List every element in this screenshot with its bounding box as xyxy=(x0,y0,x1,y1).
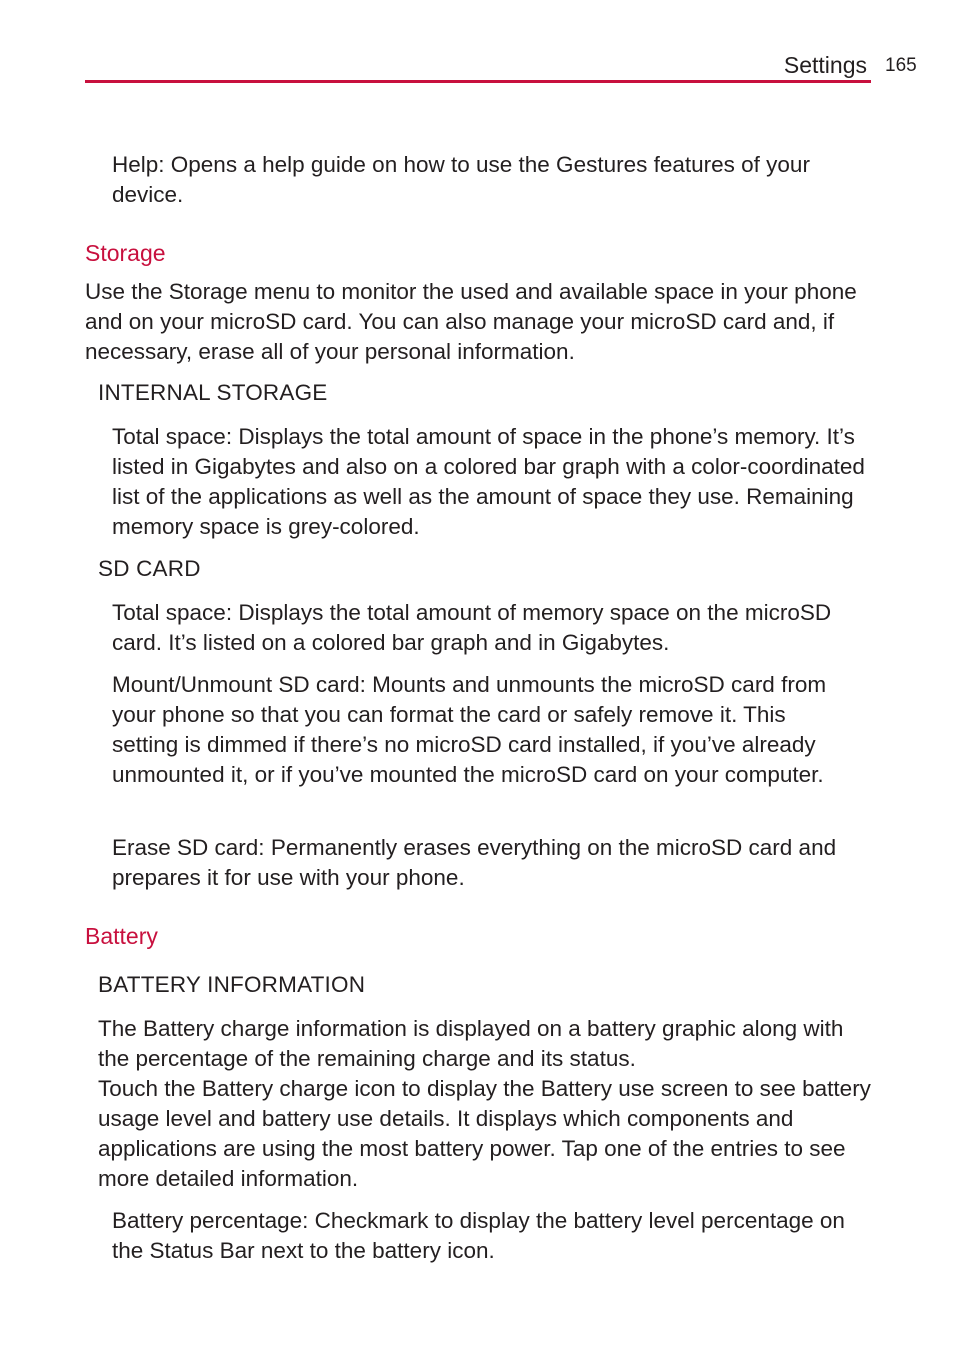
battery-information-heading: BATTERY INFORMATION xyxy=(98,972,366,997)
battery-percentage-item xyxy=(112,1206,872,1266)
battery-pct-label: Battery percentage: xyxy=(112,1208,309,1233)
header-divider xyxy=(85,80,871,83)
sd-erase-label: Erase SD card: xyxy=(112,835,265,860)
help-item xyxy=(112,150,872,210)
storage-title: Storage xyxy=(85,240,166,266)
header-section-title: Settings xyxy=(783,52,867,78)
help-text: Opens a help guide on how to use the Gestures features of your device. xyxy=(112,152,810,207)
sd-mount-text: Mounts and unmounts the microSD card from your phone so that you can format the card or safely remove it. This setting is dimmed if there’s no microSD card installed, if you’ve already unmounted it, or if you’ve mounted the microSD card on your computer. xyxy=(112,672,827,787)
battery-para-1: The Battery charge information is displayed on a battery graphic along with the percentage of the remaining charge and its status. xyxy=(98,1016,844,1071)
sd-total-space-item xyxy=(112,598,872,658)
internal-total-label: Total space: xyxy=(112,424,233,449)
help-label: Help: xyxy=(112,152,165,177)
battery-title: Battery xyxy=(85,923,158,949)
page-number: 165 xyxy=(885,55,917,76)
sd-mount-item xyxy=(112,670,852,790)
storage-intro: Use the Storage menu to monitor the used and available space in your phone and on your microSD card. You can also manage your microSD card and, if necessary, erase all of your personal information. xyxy=(85,279,857,364)
battery-para-2: Touch the Battery charge icon to display the Battery use screen to see battery usage level and battery use details. It displays which components and applications are using the most battery power. Tap one of the entries to see more detailed information. xyxy=(98,1076,871,1191)
sd-erase-text: Permanently erases everything on the microSD card and prepares it for use with your phone. xyxy=(112,835,837,890)
internal-total-space-item xyxy=(112,422,872,542)
sd-total-text: Displays the total amount of memory space on the microSD card. It’s listed on a colored bar graph and in Gigabytes. xyxy=(112,600,832,655)
internal-total-text: Displays the total amount of space in the phone’s memory. It’s listed in Gigabytes and also on a colored bar graph with a color-coordinated list of the applications as well as the amount of space they use. Remaining memory space is grey-colored. xyxy=(112,424,865,539)
sd-mount-label: Mount/Unmount SD card: xyxy=(112,672,366,697)
sd-card-heading: SD CARD xyxy=(98,556,201,581)
internal-storage-heading: INTERNAL STORAGE xyxy=(98,380,328,405)
sd-total-label: Total space: xyxy=(112,600,233,625)
sd-erase-item xyxy=(112,833,877,893)
battery-pct-text: Checkmark to display the battery level percentage on the Status Bar next to the battery icon. xyxy=(112,1208,845,1263)
